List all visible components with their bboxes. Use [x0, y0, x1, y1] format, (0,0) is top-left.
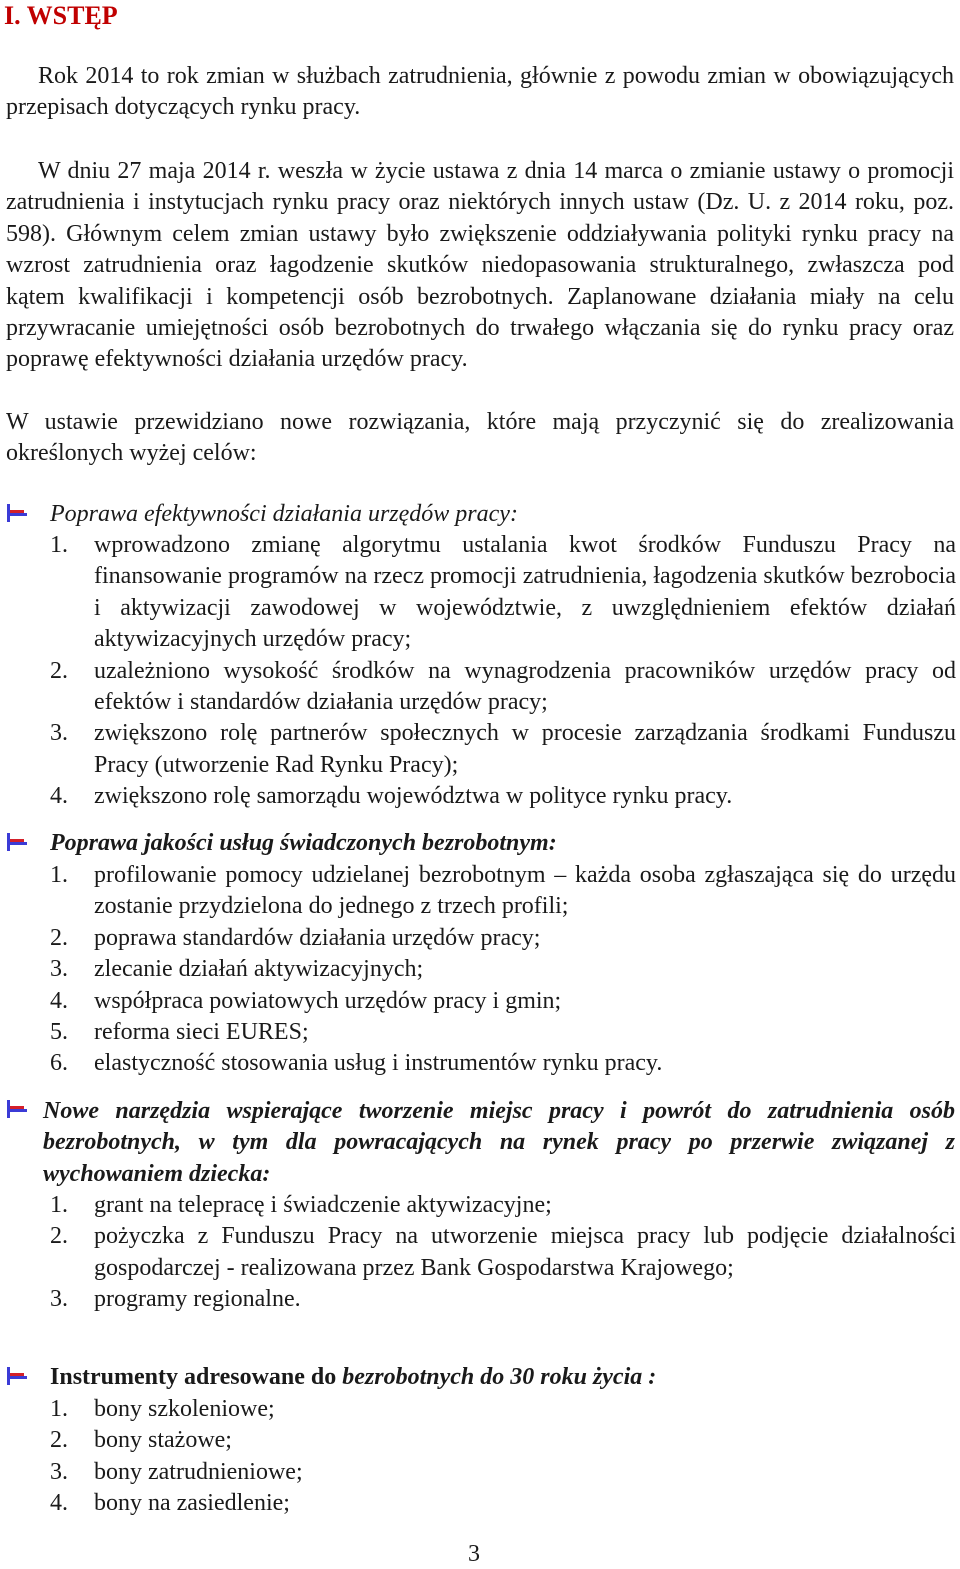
- list-item-number: 6.: [50, 1050, 68, 1077]
- list-item-text: reforma sieci EURES;: [94, 1019, 309, 1046]
- list-item-text: zwiększono rolę partnerów społecznych w procesie zarządzania środkami Funduszu Pracy (utworzenie Rad Rynku Pracy);: [94, 720, 956, 778]
- intro-paragraph: Rok 2014 to rok zmian w służbach zatrudnienia, głównie z powodu zmian w obowiązujących przepisach dotyczących rynku pracy.: [6, 63, 954, 121]
- service-quality-list: [50, 860, 956, 1080]
- list-item: [50, 1457, 956, 1488]
- list-item: [50, 781, 956, 812]
- list-item: [50, 923, 956, 954]
- list-item: [50, 986, 956, 1017]
- list-item-number: 3.: [50, 1458, 68, 1485]
- solutions-intro-paragraph: W ustawie przewidziano nowe rozwiązania, które mają przyczynić się do zrealizowania określonych wyżej celów:: [6, 409, 954, 467]
- list-item-text: bony szkoleniowe;: [94, 1396, 275, 1422]
- law-change-paragraph: W dniu 27 maja 2014 r. weszła w życie ustawa z dnia 14 marca o zmianie ustawy o promocji zatrudnienia i instytucjach rynku pracy oraz niektórych innych ustaw (Dz. U. z 2014 roku, poz. 598). Głównym celem zmian ustawy było zwiększenie oddziaływania polityki rynku pracy na wzrost zatrudnienia oraz łagodzenie skutków niedopasowania strukturalnego, zwłaszcza pod kątem kwalifikacji i kompetencji osób bezrobotnych. Zaplanowane działania miały na celu przywracanie umiejętności osób bezrobotnych do trwałego włączania się do rynku pracy oraz poprawę efektywności działania urzędów pracy.: [6, 158, 954, 373]
- youth-instruments-list: [50, 1394, 956, 1520]
- list-item: [50, 530, 956, 656]
- list-item-number: 3.: [50, 720, 68, 747]
- list-item: [50, 954, 956, 985]
- section-title-efficiency: Poprawa efektywności działania urzędów pracy:: [50, 501, 518, 527]
- list-item: [50, 1394, 956, 1425]
- efficiency-list: [50, 530, 956, 813]
- list-item-text: pożyczka z Funduszu Pracy na utworzenie miejsca pracy lub podjęcie działalności gospodarczej - realizowana przez Bank Gospodarstwa Krajowego;: [94, 1223, 956, 1281]
- list-item-text: uzależniono wysokość środków na wynagrodzenia pracowników urzędów pracy od efektów i standardów działania urzędów pracy;: [94, 657, 956, 716]
- list-item-number: 4.: [50, 987, 68, 1014]
- list-item-number: 2.: [50, 924, 68, 951]
- new-tools-list: [50, 1190, 956, 1316]
- list-item-number: 3.: [50, 1286, 68, 1313]
- list-item-number: 4.: [50, 783, 68, 810]
- list-item: [50, 1221, 956, 1284]
- flag-bullet-icon: [6, 504, 28, 522]
- section-title-youth-instruments: Instrumenty adresowane do bezrobotnych do 30 roku życia :: [50, 1364, 657, 1390]
- list-item: [50, 1488, 956, 1519]
- section-title-service-quality: Poprawa jakości usług świadczonych bezrobotnym:: [50, 830, 557, 856]
- list-item-number: 2.: [50, 1427, 68, 1454]
- list-item-number: 1.: [50, 862, 68, 888]
- flag-bullet-icon: [6, 1367, 28, 1385]
- list-item-number: 1.: [50, 1192, 68, 1218]
- list-item-text: poprawa standardów działania urzędów pracy;: [94, 924, 541, 951]
- list-item-number: 2.: [50, 657, 68, 684]
- list-item-text: zwiększono rolę samorządu województwa w polityce rynku pracy.: [94, 783, 733, 810]
- list-item-text: bony zatrudnieniowe;: [94, 1458, 303, 1485]
- list-item-number: 2.: [50, 1223, 68, 1250]
- list-item: [50, 1017, 956, 1048]
- list-item-number: 3.: [50, 956, 68, 983]
- list-item-text: grant na telepracę i świadczenie aktywizacyjne;: [94, 1192, 552, 1218]
- list-item-number: 1.: [50, 532, 68, 558]
- list-item-number: 1.: [50, 1396, 68, 1422]
- list-item: [50, 860, 956, 923]
- list-item: [50, 1048, 956, 1079]
- section-title-new-tools: Nowe narzędzia wspierające tworzenie miejsc pracy i powrót do zatrudnienia osób bezrobotnych, w tym dla powracających na rynek pracy po przerwie związanej z wychowaniem dziecka:: [43, 1098, 955, 1187]
- list-item-text: bony na zasiedlenie;: [94, 1490, 290, 1517]
- list-item-text: programy regionalne.: [94, 1286, 301, 1313]
- list-item: [50, 1425, 956, 1456]
- chapter-heading: I. WSTĘP: [4, 1, 118, 30]
- flag-bullet-icon: [6, 833, 28, 851]
- list-item-text: bony stażowe;: [94, 1427, 232, 1454]
- list-item-text: współpraca powiatowych urzędów pracy i gmin;: [94, 987, 562, 1014]
- page-number: 3: [468, 1541, 480, 1567]
- list-item-number: 5.: [50, 1019, 68, 1046]
- list-item-text: profilowanie pomocy udzielanej bezrobotnym – każda osoba zgłaszająca się do urzędu zostanie przydzielona do jednego z trzech profili;: [94, 862, 956, 920]
- flag-bullet-icon: [6, 1100, 28, 1118]
- list-item: [50, 718, 956, 781]
- list-item-text: wprowadzono zmianę algorytmu ustalania kwot środków Funduszu Pracy na finansowanie programów na rzecz promocji zatrudnienia, łagodzenia skutków bezrobocia i aktywizacji zawodowej w województwie, z uwzględnieniem efektów działań aktywizacyjnych urzędów pracy;: [94, 532, 956, 653]
- list-item: [50, 1284, 956, 1315]
- list-item: [50, 1190, 956, 1221]
- list-item: [50, 656, 956, 719]
- list-item-text: elastyczność stosowania usług i instrumentów rynku pracy.: [94, 1050, 663, 1077]
- list-item-number: 4.: [50, 1490, 68, 1517]
- list-item-text: zlecanie działań aktywizacyjnych;: [94, 956, 424, 983]
